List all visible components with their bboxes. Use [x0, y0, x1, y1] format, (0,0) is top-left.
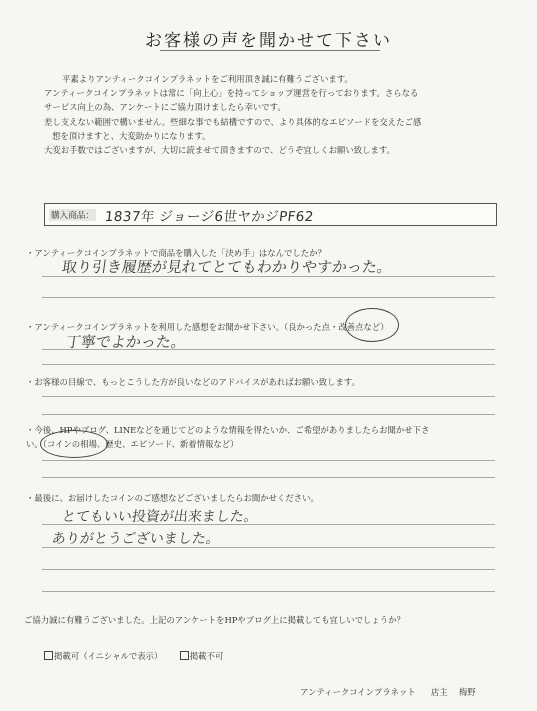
question-3: ・お客様の目線で、もっとこうした方が良いなどのアドバイスがあればお願い致します。: [26, 377, 360, 387]
intro-line: 想を頂けますと、大変助かりになります。: [52, 130, 211, 141]
deny-option-label: 掲載不可: [189, 651, 224, 661]
allow-option-label: 掲載可（イニシャルで表示）: [54, 651, 163, 661]
question-4-line-2: い。（コインの相場、歴史、エピソード、新着情報など）: [26, 439, 239, 449]
answer-rule: [42, 276, 495, 277]
signature-line: [300, 686, 476, 698]
question-2: ・アンティークコインプラネットを利用した感想をお聞かせ下さい。（良かった点・改善点など）: [26, 322, 389, 332]
shop-name: アンティークコインプラネット: [300, 687, 416, 697]
intro-line: アンティークコインプラネットは常に「向上心」を持ってショップ運営を行っております。さらなる: [44, 88, 419, 99]
answer-rule: [42, 477, 495, 478]
answer-rule: [42, 414, 495, 415]
product-label: 購入商品：: [51, 211, 94, 221]
allow-checkbox[interactable]: [44, 651, 53, 660]
hand-drawn-circle: [345, 308, 399, 342]
publish-options: [44, 650, 223, 662]
owner-name: 梅野: [459, 687, 476, 697]
answer-2-line-1: 丁寧でよかった。: [64, 333, 188, 351]
product-field: [44, 203, 497, 226]
product-handwritten-value: 1837年 ジョージ6世ヤかジPF62: [103, 209, 315, 225]
question-1: ・アンティークコインプラネットで商品を購入した「決め手」はなんでしたか？: [26, 248, 326, 258]
answer-rule: [42, 547, 495, 548]
answer-5-line-1: とてもいい投資が出来ました。: [60, 509, 259, 525]
answer-rule: [42, 349, 495, 350]
intro-line: 平素よりアンティークコインプラネットをご利用頂き誠に有難うございます。: [62, 74, 353, 84]
intro-line: 差し支えない範囲で構いません。些細な事でも結構ですので、より具体的なエピソードを交えたご感: [44, 116, 422, 127]
deny-checkbox[interactable]: [180, 651, 189, 660]
answer-5-line-2: ありがとうございました。: [50, 531, 221, 547]
page-title: お客様の声を聞かせて下さい: [145, 31, 392, 51]
answer-rule: [42, 591, 495, 592]
title-underline: [160, 50, 380, 51]
question-4-line-1: ・今後、HPやブログ、LINEなどを通じてどのような情報を得たいか、ご希望がありましたらお聞かせ下さ: [26, 425, 430, 435]
answer-rule: [42, 297, 495, 298]
answer-rule: [42, 460, 495, 461]
answer-rule: [42, 524, 495, 525]
answer-rule: [42, 364, 495, 365]
intro-line: サービス向上の為、アンケートにご協力頂けましたら幸いです。: [44, 102, 286, 113]
question-5: ・最後に、お届けしたコインのご感想などございましたらお聞かせください。: [26, 493, 319, 503]
publish-consent-question: ご協力誠に有難うございました。上記のアンケートをHPやブログ上に掲載しても宜しいでしょうか？: [24, 615, 405, 625]
intro-text: [44, 72, 504, 157]
answer-rule: [42, 396, 495, 397]
owner-role: 店主: [430, 687, 448, 697]
answer-rule: [42, 569, 495, 570]
answer-1-line-1: 取り引き履歴が見れてとてもわかりやすかった。: [60, 258, 394, 276]
intro-line: 大変お手数ではございますが、大切に読ませて頂きますので、どうぞ宜しくお願い致します。: [44, 145, 395, 156]
hand-drawn-circle: [40, 430, 108, 458]
